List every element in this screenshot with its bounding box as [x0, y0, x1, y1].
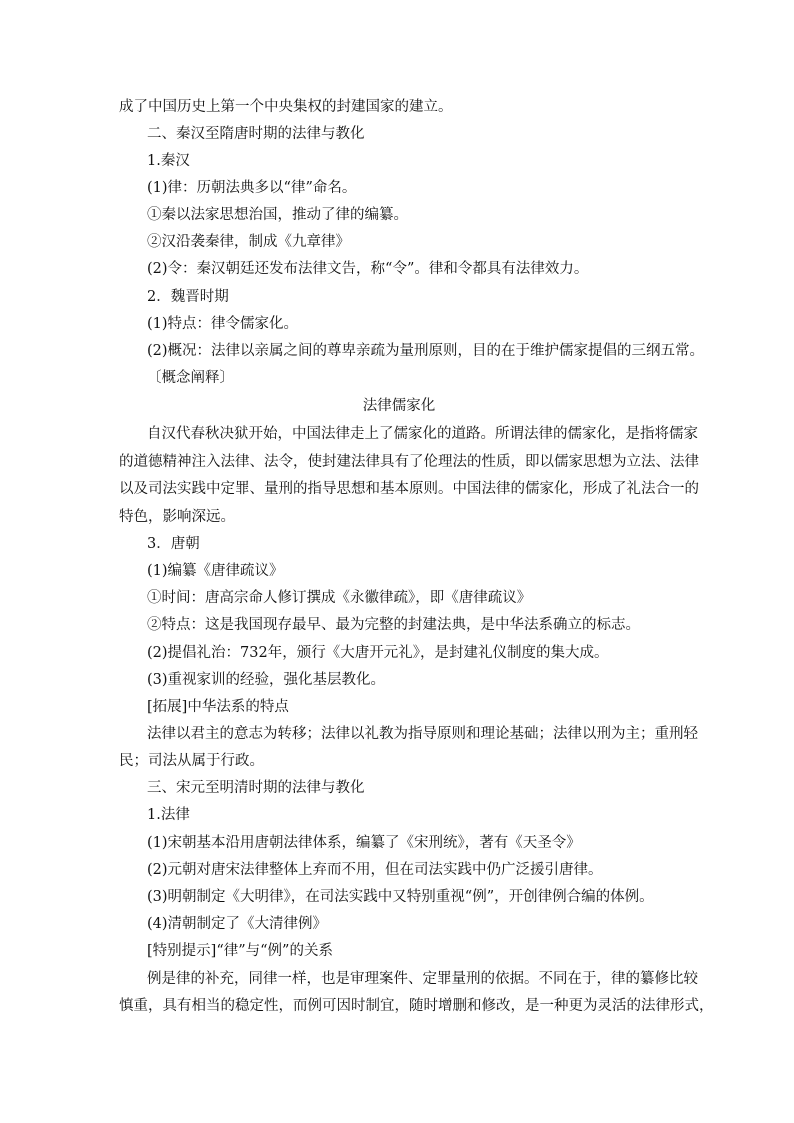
section-heading: 三、宋元至明清时期的法律与教化	[147, 780, 365, 796]
text-line: (1)宋朝基本沿用唐朝法律体系，编纂了《宋刑统》，著有《天圣令》	[147, 835, 581, 851]
text-line: 例是律的补充，同律一样，也是审理案件、定罪量刑的依据。不同在于，律的纂修比较	[147, 971, 698, 987]
text-line: (3)明朝制定《大明律》，在司法实践中又特别重视“例”，开创律例合编的体例。	[147, 889, 654, 905]
text-line: 成了中国历史上第一个中央集权的封建国家的建立。	[119, 99, 453, 115]
text-line: (4)清朝制定了《大清律例》	[147, 916, 328, 932]
text-line: 民；司法从属于行政。	[119, 753, 264, 769]
concept-title: 法律儒家化	[362, 398, 436, 414]
text-line: ①秦以法家思想治国，推动了律的编纂。	[147, 207, 408, 223]
text-line: 的道德精神注入法律、法令，使封建法律具有了伦理法的性质，即以儒家思想为立法、法律	[119, 454, 699, 470]
tip-label: [特别提示]“律”与“例”的关系	[147, 943, 333, 959]
extension-label: [拓展]中华法系的特点	[147, 699, 289, 715]
text-line: ②特点：这是我国现存最早、最为完整的封建法典，是中华法系确立的标志。	[147, 617, 640, 633]
subsection-heading: 3．唐朝	[147, 536, 200, 552]
text-line: ①时间：唐高宗命人修订撰成《永徽律疏》，即《唐律疏议》	[147, 590, 532, 606]
text-line: (1)特点：律令儒家化。	[147, 316, 299, 332]
subsection-heading: 1.法律	[147, 807, 190, 823]
subsection-heading: 1.秦汉	[147, 153, 190, 169]
text-line: 以及司法实践中定罪、量刑的指导思想和基本原则。中国法律的儒家化，形成了礼法合一的	[119, 481, 699, 497]
concept-label: 〔概念阐释〕	[147, 370, 234, 386]
text-line: (3)重视家训的经验，强化基层教化。	[147, 672, 386, 688]
text-line: (2)概况：法律以亲属之间的尊卑亲疏为量刑原则，目的在于维护儒家提倡的三纲五常。	[147, 343, 705, 359]
text-line: (1)编纂《唐律疏议》	[147, 563, 284, 579]
text-line: (1)律：历朝法典多以“律”命名。	[147, 180, 357, 196]
text-line: (2)令：秦汉朝廷还发布法律文告，称“令”。律和令都具有法律效力。	[147, 261, 589, 277]
subsection-heading: 2．魏晋时期	[147, 289, 229, 305]
section-heading: 二、秦汉至隋唐时期的法律与教化	[147, 126, 365, 142]
text-line: 自汉代春秋决狱开始，中国法律走上了儒家化的道路。所谓法律的儒家化，是指将儒家	[147, 426, 698, 442]
text-line: (2)提倡礼治：732年，颁行《大唐开元礼》，是封建礼仪制度的集大成。	[147, 645, 609, 661]
text-line: 慎重，具有相当的稳定性，而例可因时制宜，随时增删和修改，是一种更为灵活的法律形式，	[119, 998, 714, 1014]
text-line: 法律以君主的意志为转移；法律以礼教为指导原则和理论基础；法律以刑为主；重刑轻	[147, 726, 698, 742]
text-line: ②汉沿袭秦律，制成《九章律》	[147, 234, 350, 250]
text-line: (2)元朝对唐宋法律整体上弃而不用，但在司法实践中仍广泛援引唐律。	[147, 862, 603, 878]
text-line: 特色，影响深远。	[119, 509, 235, 525]
